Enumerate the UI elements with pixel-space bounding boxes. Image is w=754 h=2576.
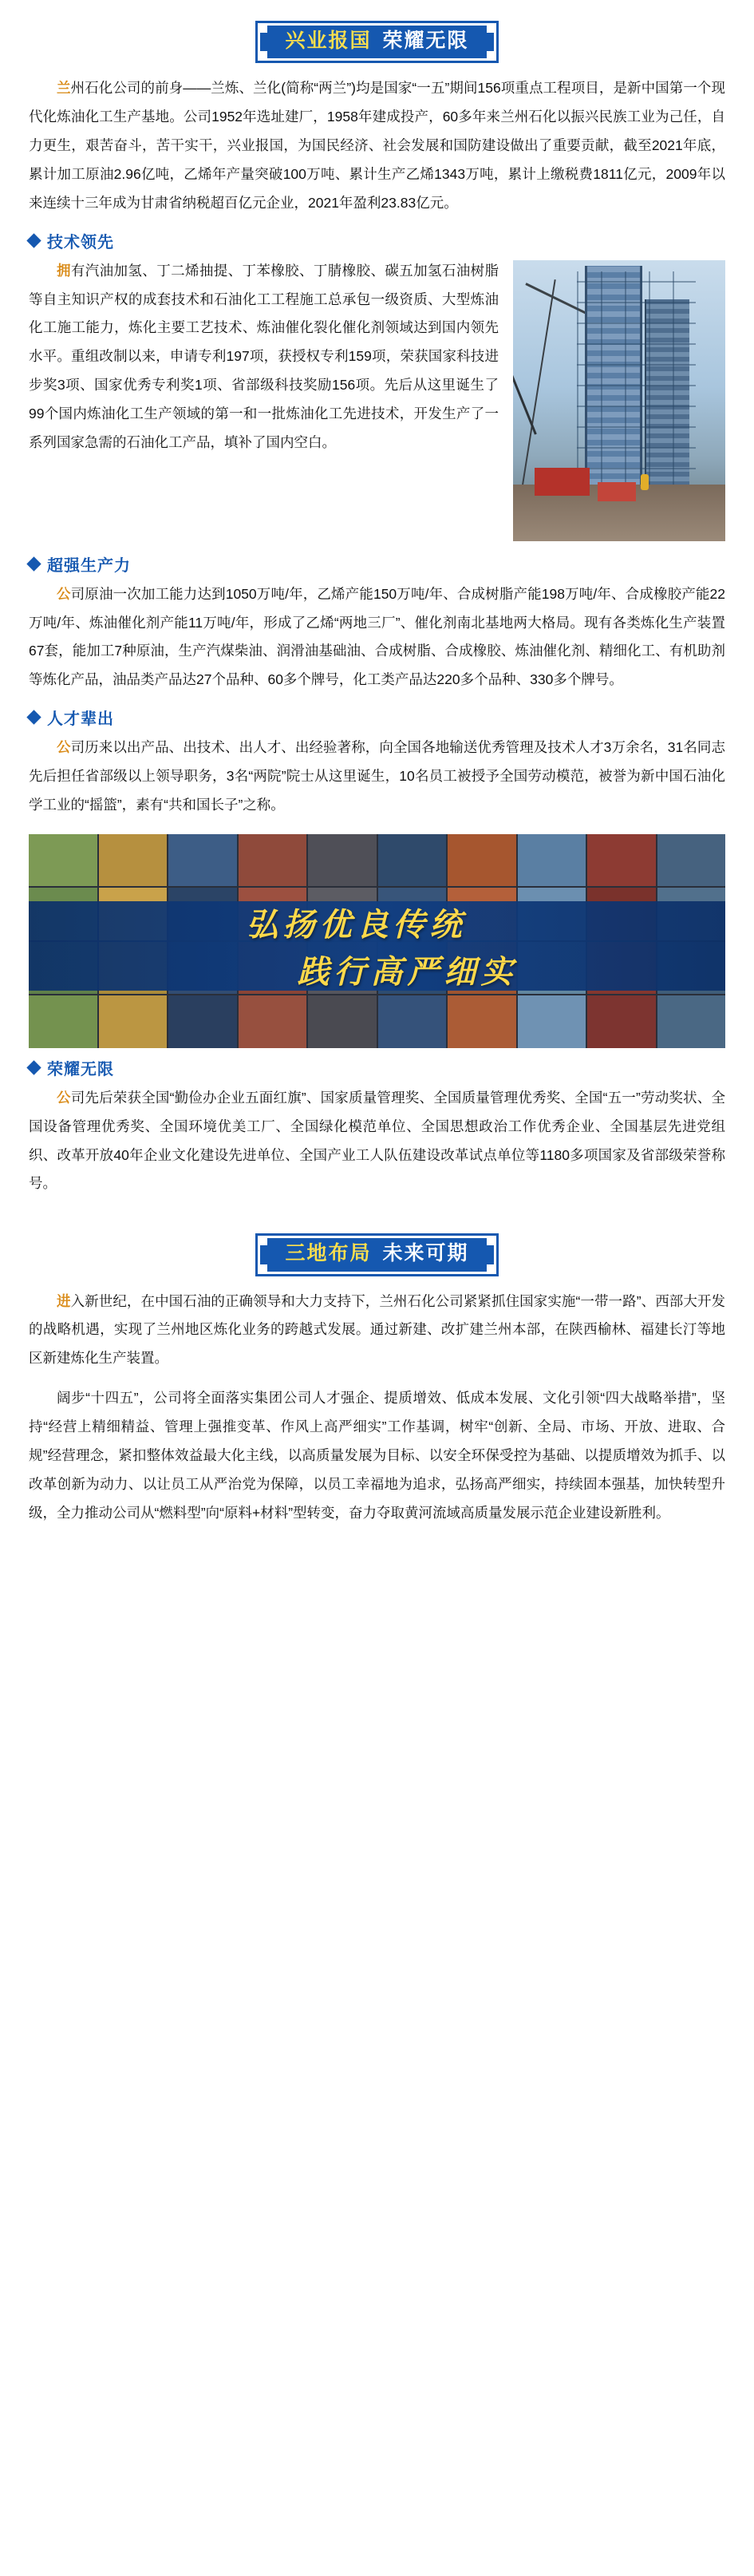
mosaic-tile (239, 834, 307, 887)
document-content (0, 74, 754, 1198)
bottom-banner (255, 1233, 498, 1276)
tail-paragraph-1 (29, 1288, 725, 1374)
section-head-tech (29, 229, 725, 252)
banner-corner-top-left (260, 26, 267, 33)
mosaic-tile (239, 995, 307, 1048)
section-talent-paragraph (29, 734, 725, 820)
intro-lead-char: 兰 (57, 80, 71, 97)
photo-red-equipment-1 (535, 468, 590, 496)
tail-lead-char-1: 进 (57, 1292, 71, 1309)
bottom-banner-title-1: 三地布局 (285, 1242, 372, 1265)
section-honors-lead-char: 公 (57, 1089, 71, 1106)
mosaic-tile (168, 834, 237, 887)
banner-corner-top-right (487, 1238, 494, 1245)
section-productivity-text: 司原油一次加工能力达到1050万吨/年，乙烯产能150万吨/年、合成树脂产能198万吨/年、合成橡胶产能22万吨/年、炼油催化剂产能11万吨/年，形成了乙烯“两地三厂”、催化剂南北基地两大格局。现有各类炼化生产装置67套，能加工7种原油，生产汽煤柴油、润滑油基础油、合成树脂、合成橡胶、炼油催化剂、精细化工、有机助剂等炼化产品，油品类产品达27个品种、60多个牌号，化工类产品达220多个品种、330多个牌号。 (29, 585, 725, 688)
intro-paragraph (29, 74, 725, 217)
section-productivity-paragraph (29, 580, 725, 695)
diamond-bullet-icon (26, 710, 41, 724)
mosaic-tile (378, 995, 447, 1048)
mosaic-tile (657, 995, 726, 1048)
section-tech-lead-char: 拥 (57, 262, 71, 279)
mosaic-slogan-overlay (29, 901, 725, 991)
bottom-banner-title-2: 未来可期 (382, 1242, 469, 1265)
diamond-bullet-icon (26, 556, 41, 571)
bottom-banner-wrap (0, 1209, 754, 1287)
photo-red-equipment-2 (598, 482, 636, 502)
slogan-line-1: 弘扬优良传统 (246, 906, 467, 943)
mosaic-tile (168, 995, 237, 1048)
document-tail-content (0, 1288, 754, 1547)
mosaic-tile (99, 995, 168, 1048)
mosaic-tile (308, 834, 377, 887)
banner-corner-top-left (260, 1238, 267, 1245)
mosaic-tile (587, 834, 656, 887)
section-talent-lead-char: 公 (57, 739, 71, 756)
section-head-talent (29, 706, 725, 729)
banner-corner-top-right (487, 26, 494, 33)
section-head-productivity (29, 552, 725, 576)
mosaic-tile (587, 995, 656, 1048)
mosaic-tile (448, 834, 516, 887)
section-head-honors (29, 1056, 725, 1079)
tail-text-2: 阔步“十四五”，公司将全面落实集团公司人才强企、提质增效、低成本发展、文化引领“四大战略举措”，坚持“经营上精细精益、管理上强推变革、作风上高严细实”工作基调，树牢“创新、全局、市场、开放、进取、合规”经营理念，紧扣整体效益最大化主线，以高质量发展为目标、以安全环保受控为基础、以提质增效为抓手、以改革创新为动力、以让员工从严治党为保障，以员工幸福地为追求，弘扬高严细实，持续固本强基，加快转型升级，全力推动公司从“燃料型”向“原料+材料”型转变，奋力夺取黄河流域高质量发展示范企业建设新胜利。 (29, 1390, 725, 1521)
section-honors-paragraph (29, 1084, 725, 1199)
top-banner-wrap (0, 0, 754, 74)
mosaic-tile (657, 834, 726, 887)
mosaic-tile (378, 834, 447, 887)
diamond-bullet-icon (26, 1060, 41, 1074)
photo-mosaic-banner (29, 834, 725, 1048)
photo-scaffold-grid (577, 271, 696, 491)
mosaic-tile (448, 995, 516, 1048)
tail-paragraph-2 (29, 1384, 725, 1527)
section-tech-text: 有汽油加氢、丁二烯抽提、丁苯橡胶、丁腈橡胶、碳五加氢石油树脂等自主知识产权的成套技术和石油化工工程施工总承包一级资质、大型炼油化工施工能力，炼化主要工艺技术、炼油催化裂化催化剂领域达到国内领先水平。重组改制以来，申请专利197项，获授权专利159项，荣获国家科技进步奖3项、国家优秀专利奖1项、省部级科技奖励156项。先后从这里诞生了99个国内炼油化工生产领域的第一和一批炼油化工先进技术，开发生产了一系列国家急需的石油化工产品，填补了国内空白。 (29, 262, 499, 450)
mosaic-tile (518, 834, 586, 887)
diamond-bullet-icon (26, 233, 41, 247)
top-banner-title-2: 荣耀无限 (382, 30, 469, 52)
section-talent-text: 司历来以出产品、出技术、出人才、出经验著称，向全国各地输送优秀管理及技术人才3万余名，31名同志先后担任省部级以上领导职务，3名“两院”院士从这里诞生，10名员工被授予全国劳动模范，被誉为新中国石油化学工业的“摇篮”，素有“共和国长子”之称。 (29, 739, 726, 813)
mosaic-tile (518, 995, 586, 1048)
mosaic-tile (99, 834, 168, 887)
section-title-tech: 技术领先 (47, 233, 114, 251)
banner-corner-bottom-left (260, 51, 267, 58)
section-title-productivity: 超强生产力 (47, 556, 131, 575)
section-title-honors: 荣耀无限 (47, 1060, 114, 1078)
section-title-talent: 人才辈出 (47, 710, 114, 729)
mosaic-tile (29, 995, 97, 1048)
mosaic-tile (29, 834, 97, 887)
top-banner-title-1: 兴业报国 (285, 30, 372, 52)
slogan-line-2: 践行高严细实 (297, 953, 518, 990)
banner-corner-bottom-left (260, 1264, 267, 1272)
tail-text-1: 入新世纪，在中国石油的正确领导和大力支持下，兰州石化公司紧紧抓住国家实施“一带一路”、西部大开发的战略机遇，实现了兰州地区炼化业务的跨越式发展。通过新建、改扩建兰州本部，在陕西榆林、福建长汀等地区新建炼化生产装置。 (29, 1292, 726, 1367)
section-productivity-lead-char: 公 (57, 585, 71, 602)
section-honors-text: 司先后荣获全国“勤俭办企业五面红旗”、国家质量管理奖、全国质量管理优秀奖、全国“五一”劳动奖状、全国设备管理优秀奖、全国环境优美工厂、全国绿化模范单位、全国思想政治工作优秀企业、全国基层先进党组织、改革开放40年企业文化建设先进单位、全国产业工人队伍建设改革试点单位等1180多项国家及省部级荣誉称号。 (29, 1089, 726, 1192)
refinery-tower-photo (513, 260, 725, 541)
section-tech-body (29, 257, 725, 546)
top-banner (255, 21, 498, 63)
photo-worker (641, 474, 649, 490)
intro-text: 州石化公司的前身——兰炼、兰化(简称“两兰”)均是国家“一五”期间156项重点工程项目，是新中国第一个现代化炼油化工生产基地。公司1952年选址建厂，1958年建成投产，60多年来兰州石化以振兴民族工业为己任，自力更生，艰苦奋斗，苦干实干，兴业报国，为国民经济、社会发展和国防建设做出了重要贡献，截至2021年底，累计加工原油2.96亿吨，乙烯年产量突破100万吨、累计生产乙烯1343万吨，累计上缴税费1811亿元，2009年以来连续十三年成为甘肃省纳税超百亿元企业，2021年盈利23.83亿元。 (29, 80, 726, 211)
banner-corner-bottom-right (487, 51, 494, 58)
banner-corner-bottom-right (487, 1264, 494, 1272)
mosaic-tile (308, 995, 377, 1048)
